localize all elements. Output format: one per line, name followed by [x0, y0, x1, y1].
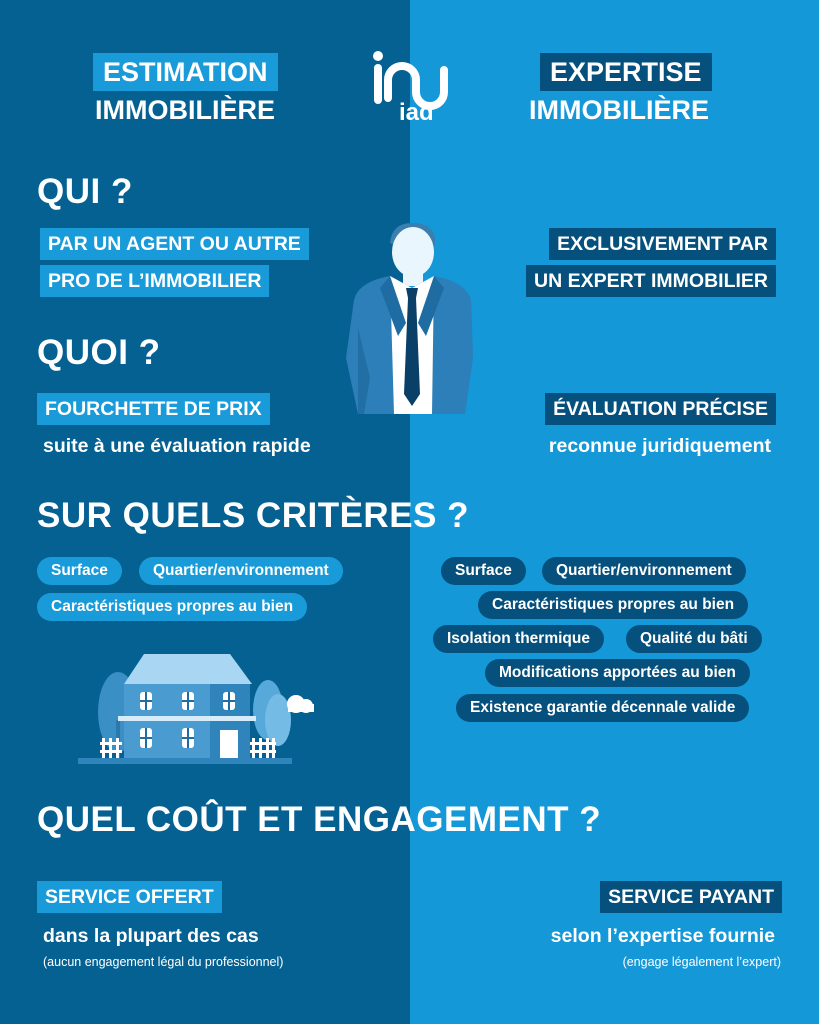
left-title-line1: ESTIMATION: [93, 53, 278, 91]
section-cout-heading: QUEL COÛT ET ENGAGEMENT ?: [37, 800, 602, 839]
cout-right-sub: selon l’expertise fournie: [550, 925, 775, 947]
house-icon: [78, 650, 318, 766]
section-qui-heading: QUI ?: [37, 172, 133, 211]
left-title-line2: IMMOBILIÈRE: [95, 95, 275, 125]
left-criteria-pill: Quartier/environnement: [139, 557, 343, 585]
right-criteria-pill: Isolation thermique: [433, 625, 604, 653]
section-criteres-heading: SUR QUELS CRITÈRES ?: [37, 496, 469, 535]
quoi-left-tag: FOURCHETTE DE PRIX: [37, 393, 270, 425]
right-criteria-pill: Surface: [441, 557, 526, 585]
cout-right-note: (engage légalement l’expert): [622, 955, 781, 969]
left-criteria-pill: Caractéristiques propres au bien: [37, 593, 307, 621]
cout-left-note: (aucun engagement légal du professionnel): [43, 955, 284, 969]
quoi-right-sub: reconnue juridiquement: [548, 435, 771, 457]
right-criteria-pill: Existence garantie décennale valide: [456, 694, 749, 722]
quoi-left-sub: suite à une évaluation rapide: [43, 435, 311, 457]
qui-right-line1: EXCLUSIVEMENT PAR: [549, 228, 776, 260]
cout-right-tag: SERVICE PAYANT: [600, 881, 782, 913]
right-criteria-pill: Modifications apportées au bien: [485, 659, 750, 687]
right-criteria-pill: Quartier/environnement: [542, 557, 746, 585]
right-criteria-pill: Caractéristiques propres au bien: [478, 591, 748, 619]
right-panel: [410, 0, 819, 1024]
cout-left-sub: dans la plupart des cas: [43, 925, 259, 947]
section-quoi-heading: QUOI ?: [37, 333, 161, 372]
right-title-line2: IMMOBILIÈRE: [529, 95, 709, 125]
left-criteria-pill: Surface: [37, 557, 122, 585]
quoi-right-tag: ÉVALUATION PRÉCISE: [545, 393, 776, 425]
expert-person-icon: [340, 218, 480, 418]
qui-right-line2: UN EXPERT IMMOBILIER: [526, 265, 776, 297]
logo-text: iad: [399, 99, 434, 126]
qui-left-line1: PAR UN AGENT OU AUTRE: [40, 228, 309, 260]
right-criteria-pill: Qualité du bâti: [626, 625, 762, 653]
cout-left-tag: SERVICE OFFERT: [37, 881, 222, 913]
right-title-line1: EXPERTISE: [540, 53, 712, 91]
qui-left-line2: PRO DE L’IMMOBILIER: [40, 265, 269, 297]
